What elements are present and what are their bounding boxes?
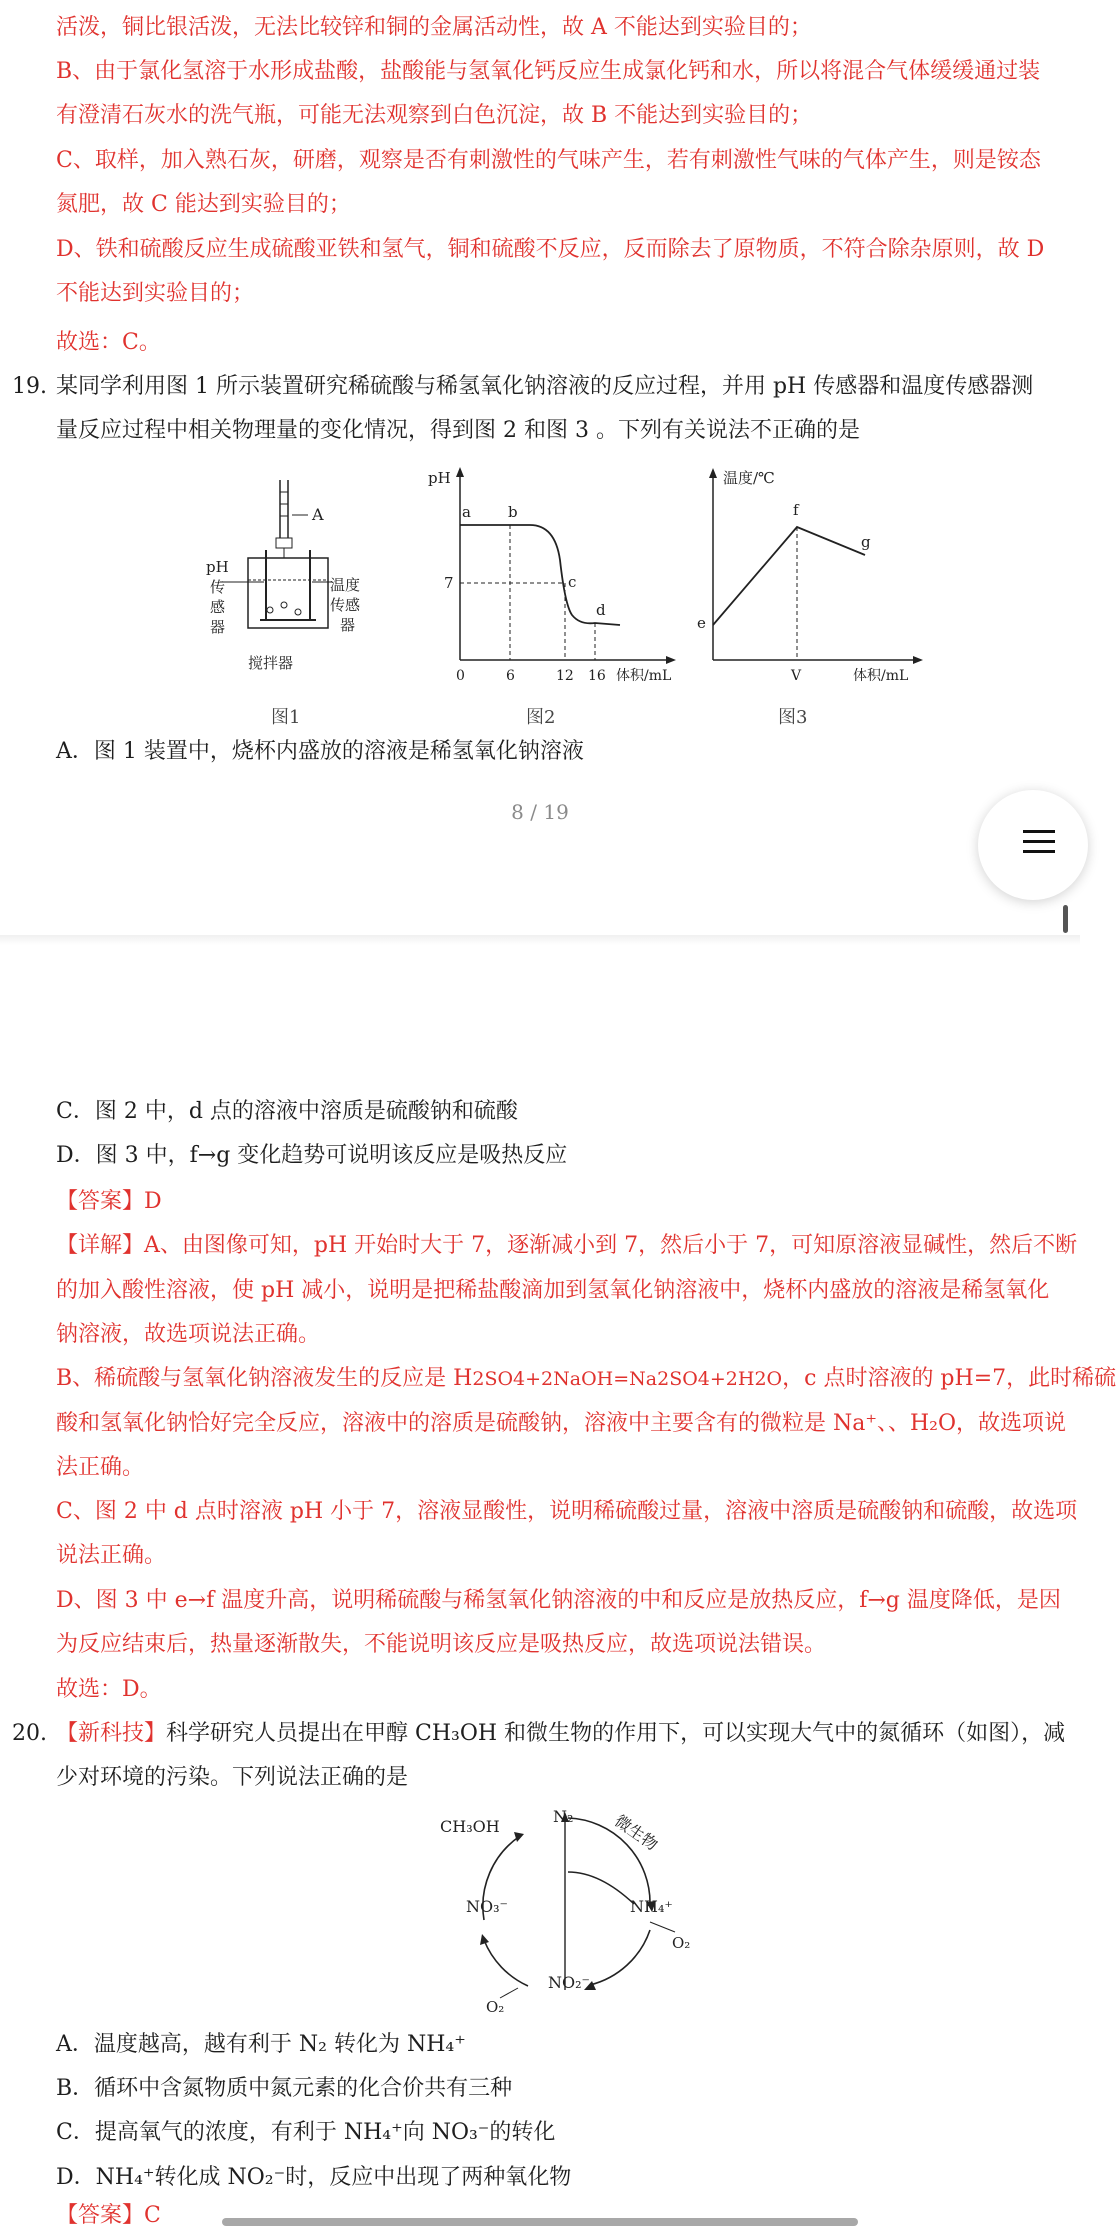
svg-text:NH₄⁺: NH₄⁺ [630,1897,673,1916]
svg-text:e: e [697,614,706,632]
explain-line: 说法正确。 [56,1543,167,1568]
svg-text:0: 0 [456,668,465,684]
svg-text:微生物: 微生物 [611,1811,662,1855]
option-c: C．提高氧气的浓度，有利于 NH₄⁺向 NO₃⁻的转化 [56,2120,556,2145]
question-text: 少对环境的污染。下列说法正确的是 [56,1765,409,1790]
svg-text:6: 6 [506,668,515,684]
page-indicator: 8 / 19 [511,800,569,824]
svg-text:体积/mL: 体积/mL [853,668,909,684]
explain-line: 有澄清石灰水的洗气瓶，可能无法观察到白色沉淀，故 B 不能达到实验目的； [56,103,813,128]
question-text: 量反应过程中相关物理量的变化情况，得到图 2 和图 3 。下列有关说法不正确的是 [56,418,860,443]
option-d: D．图 3 中，f→g 变化趋势可说明该反应是吸热反应 [56,1143,568,1168]
svg-text:CH₃OH: CH₃OH [440,1817,500,1836]
svg-text:d: d [596,601,606,619]
svg-text:b: b [508,503,518,521]
question-number: 19. [12,374,47,399]
explain-line: 【详解】A、由图像可知，pH 开始时大于 7，逐渐减小到 7，然后小于 7，可知原溶液显碱性，然后不断 [56,1233,1078,1258]
explain-line: 不能达到实验目的； [56,281,255,306]
explain-line: 酸和氢氧化钠恰好完全反应，溶液中的溶质是硫酸钠，溶液中主要含有的微粒是 Na⁺、、H₂O，故选项说 [56,1411,1067,1436]
svg-text:O₂: O₂ [672,1934,691,1952]
option-c: C．图 2 中，d 点的溶液中溶质是硫酸钠和硫酸 [56,1099,518,1124]
option-a: A．温度越高，越有利于 N₂ 转化为 NH₄⁺ [56,2032,466,2057]
svg-text:体积/mL: 体积/mL [616,668,672,684]
explain-b-line: B、稀硫酸与氢氧化钠溶液发生的反应是 H2SO4+2NaOH=Na2SO4+2H2O，c 点时溶液的 pH=7，此时稀硫 [56,1366,1116,1391]
svg-text:传: 传 [210,578,226,596]
svg-text:NO₂⁻: NO₂⁻ [548,1973,590,1992]
svg-text:a: a [462,503,471,521]
figure-3-temperature-chart [685,465,945,694]
stirrer-label: 搅拌器 [248,654,294,672]
nitrogen-cycle-diagram [420,1800,700,2019]
svg-text:温度/℃: 温度/℃ [723,469,775,487]
svg-text:N₂: N₂ [553,1807,574,1826]
svg-text:pH: pH [206,558,229,576]
svg-text:7: 7 [444,574,454,592]
explain-line: 钠溶液，故选项说法正确。 [56,1322,321,1347]
explain-line: 为反应结束后，热量逐渐散失，不能说明该反应是吸热反应，故选项说法错误。 [56,1632,827,1657]
explain-line: D、图 3 中 e→f 温度升高，说明稀硫酸与稀氢氧化钠溶液的中和反应是放热反应，f→g 温度降低，是因 [56,1588,1061,1613]
label-a: A [312,505,324,524]
svg-text:O₂: O₂ [486,1998,505,2016]
figure-2-caption: 图2 [526,707,556,728]
page-separator [0,935,1080,945]
explain-line: 活泼，铜比银活泼，无法比较锌和铜的金属活动性，故 A 不能达到实验目的； [56,15,812,40]
new-tech-tag: 【新科技】 [56,1721,167,1746]
scrollbar[interactable] [1063,905,1068,933]
explain-line: B、由于氯化氢溶于水形成盐酸，盐酸能与氢氧化钙反应生成氯化钙和水，所以将混合气体缓缓通过装 [56,59,1041,84]
explain-line: 法正确。 [56,1455,145,1480]
choose-line: 故选：C。 [56,330,161,355]
question-text: 【新科技】科学研究人员提出在甲醇 CH₃OH 和微生物的作用下，可以实现大气中的氮循环（如图），减 [56,1721,1066,1746]
explain-line: C、取样，加入熟石灰，研磨，观察是否有刺激性的气味产生，若有刺激性气味的气体产生，则是铵态 [56,148,1041,173]
figure-3-caption: 图3 [778,707,808,728]
svg-text:器: 器 [210,618,226,636]
explain-line: D、铁和硫酸反应生成硫酸亚铁和氢气，铜和硫酸不反应，反而除去了原物质，不符合除杂原则，故 D [56,237,1045,262]
svg-text:NO₃⁻: NO₃⁻ [466,1897,508,1916]
svg-text:感: 感 [210,598,226,616]
svg-text:器: 器 [340,616,356,634]
answer-line: 【答案】C [56,2203,161,2228]
svg-text:c: c [568,573,577,591]
home-indicator[interactable] [222,2218,858,2226]
menu-button[interactable] [978,790,1088,900]
explain-line: C、图 2 中 d 点时溶液 pH 小于 7，溶液显酸性，说明稀硫酸过量，溶液中溶质是硫酸钠和硫酸，故选项 [56,1499,1078,1524]
explain-line: 氮肥，故 C 能达到实验目的； [56,192,351,217]
svg-text:温度: 温度 [330,576,361,594]
option-d: D．NH₄⁺转化成 NO₂⁻时，反应中出现了两种氧化物 [56,2165,572,2190]
option-a: A．图 1 装置中，烧杯内盛放的溶液是稀氢氧化钠溶液 [56,739,584,764]
option-b: B．循环中含氮物质中氮元素的化合价共有三种 [56,2076,513,2101]
question-number: 20. [12,1721,47,1746]
figure-1-caption: 图1 [271,707,301,728]
svg-text:12: 12 [556,668,574,684]
figure-1-apparatus [200,470,390,694]
svg-text:16: 16 [588,668,606,684]
answer-line: 【答案】D [56,1189,162,1214]
question-text: 某同学利用图 1 所示装置研究稀硫酸与稀氢氧化钠溶液的反应过程，并用 pH 传感器和温度传感器测 [56,374,1034,399]
menu-icon [1023,830,1055,833]
svg-text:pH: pH [428,469,451,487]
figure-2-ph-chart [420,465,690,694]
svg-text:传感: 传感 [330,596,361,614]
svg-text:g: g [861,533,871,551]
svg-text:V: V [791,668,802,684]
choose-line: 故选：D。 [56,1677,162,1702]
explain-line: 的加入酸性溶液，使 pH 减小，说明是把稀盐酸滴加到氢氧化钠溶液中，烧杯内盛放的溶液是稀氢氧化 [56,1278,1050,1303]
svg-text:f: f [793,501,799,519]
